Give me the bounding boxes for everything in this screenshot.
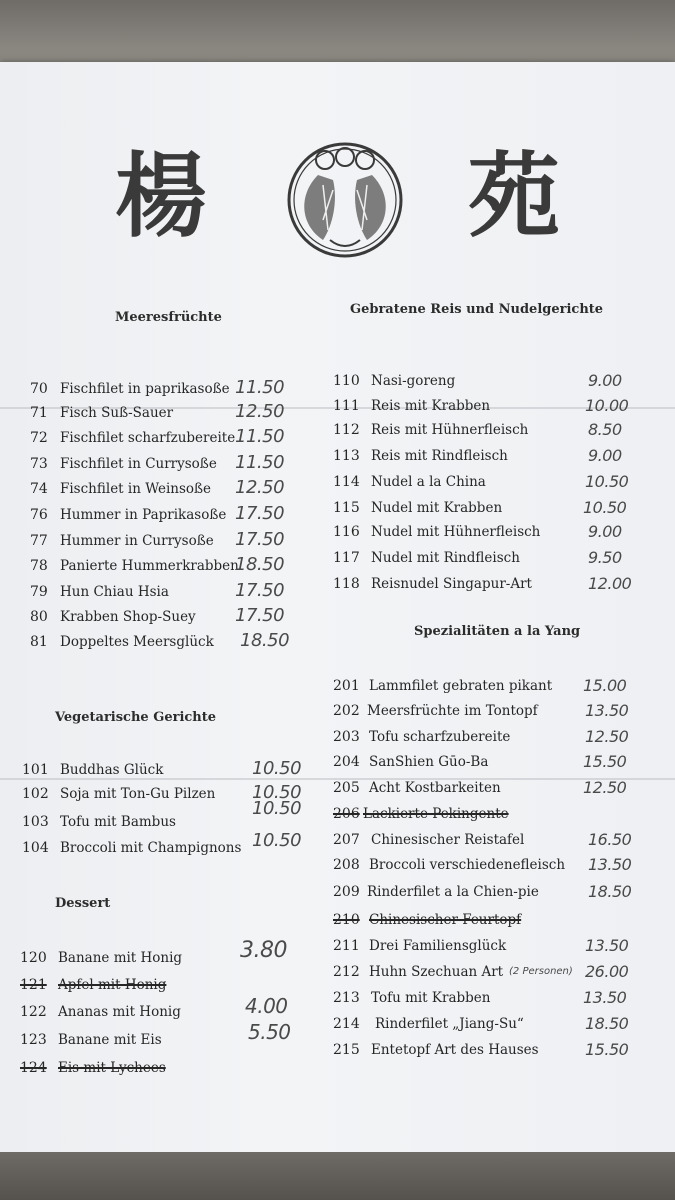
heading-rice-noodles: Gebratene Reis und Nudelgerichte: [350, 302, 604, 317]
heading-specialties: Spezialitäten a la Yang: [414, 624, 581, 639]
logo-char-left: 楊: [115, 142, 208, 250]
heading-vegetarian: Vegetarische Gerichte: [55, 710, 217, 725]
heading-seafood: Meeresfrüchte: [115, 310, 222, 325]
fish-emblem-icon: [278, 140, 413, 260]
logo-char-right: 苑: [468, 142, 561, 250]
heading-dessert: Dessert: [55, 896, 111, 911]
table-edge: [0, 1152, 675, 1200]
